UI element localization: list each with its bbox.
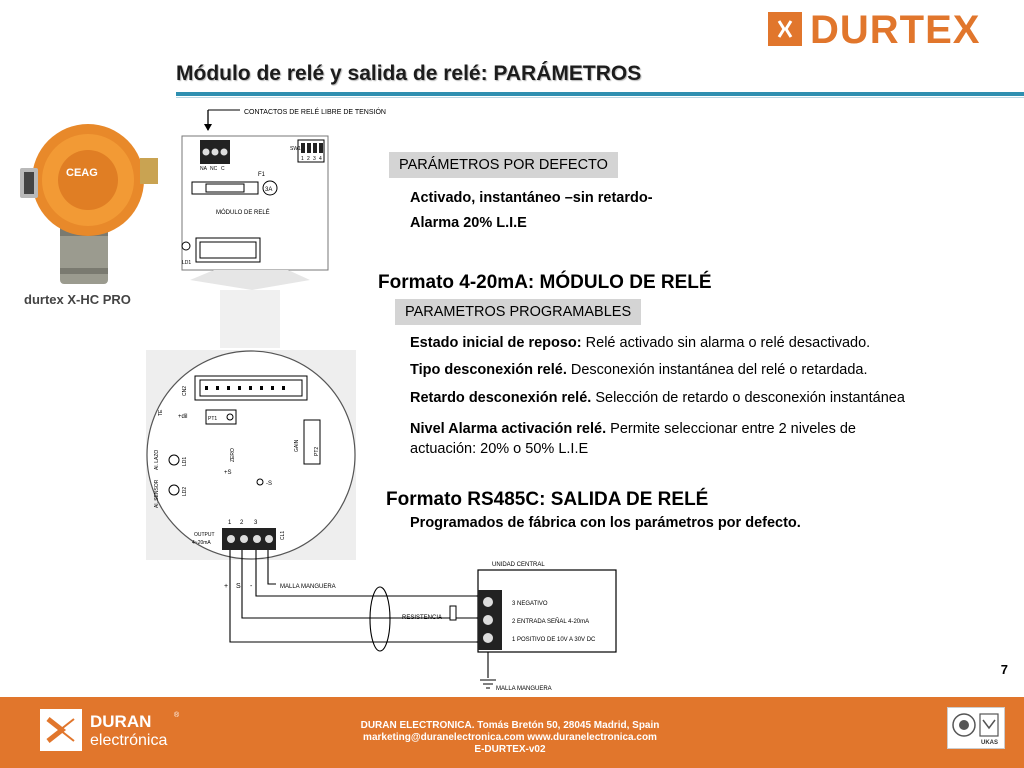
term-num: 2 [240,520,244,526]
svg-text:®: ® [174,712,180,719]
section-4-20-heading: Formato 4-20mA: MÓDULO DE RELÉ [378,272,712,293]
default-param-line: Alarma 20% L.I.E [410,215,527,231]
module-label: MÓDULO DE RELÉ [216,210,270,216]
durtex-logo-icon [768,12,802,46]
param-text: Relé activado sin alarma o relé desactivado. [581,335,871,351]
param-label: Nivel Alarma activación relé. [410,421,607,437]
param-text: Permite seleccionar entre 2 niveles de [606,421,856,437]
terminal-nc: NC [210,166,218,172]
certification-badge [947,707,1005,749]
unit-line-senal: 2 ENTRADA SEÑAL 4-20mA [512,619,590,625]
param-item [410,335,870,351]
fuse-value: 3A [265,187,273,193]
term-num: 1 [228,520,232,526]
title-rule [176,92,1024,96]
cn2-label: CN2 [182,385,188,396]
zero-label: ZERO [230,448,236,462]
resistencia-label: RESISTENCIA [402,615,443,621]
fuse-label: F1 [258,172,266,178]
ld2-label: LD2 [182,486,188,496]
programmable-params-header: PARAMETROS PROGRAMABLES [395,299,641,325]
page-title: Módulo de relé y salida de relé: PARÁMETROS [176,62,642,85]
ld1-caption: Al. LAZO [154,449,160,470]
param-text: Selección de retardo o desconexión instantánea [591,390,905,406]
default-params-header: PARÁMETROS POR DEFECTO [389,152,618,178]
minus-s-label: -S [266,481,272,487]
wire-s: S [236,583,241,590]
param-item [410,390,905,406]
param-label: Retardo desconexión relé. [410,390,592,406]
terminal-c: C [221,166,225,172]
duran-brand-bottom: electrónica [90,732,168,749]
ld2-caption: Al. SENSOR [154,479,160,508]
default-param-line: Activado, instantáneo –sin retardo- [410,190,653,206]
dil-label: +dil [178,414,188,420]
malla-label-bottom: MALLA MANGUERA [496,686,552,692]
param-text: Desconexión instantánea del relé o retardada. [566,362,868,378]
cert-label: UKAS [981,740,999,746]
gain-label: GAIN [294,439,300,452]
sw-num: 1 [301,156,304,162]
te-label: TE [158,409,164,416]
sw-num: 4 [319,156,322,162]
title-rule-light [176,97,1024,98]
pt1-label: PT1 [208,416,218,422]
output-label: OUTPUT [194,532,215,538]
unit-line-positivo: 1 POSITIVO DE 10V A 30V DC [512,637,596,643]
svg-text:CEAG: CEAG [66,167,98,179]
param-label: Tipo desconexión relé. [410,362,567,378]
ld1-label: LD1 [182,456,188,466]
cl1-label: CL1 [280,530,286,540]
section-rs485-heading: Formato RS485C: SALIDA DE RELÉ [386,489,709,510]
param-item [410,362,868,378]
footer-contact: marketing@duranelectronica.com www.duranelectronica.com [363,732,657,743]
unit-line-negativo: 3 NEGATIVO [512,601,548,607]
pt2-label: PT2 [314,446,320,456]
durtex-logo [768,8,1012,52]
terminal-na: NA [200,166,207,172]
malla-label-top: MALLA MANGUERA [280,584,336,590]
footer-code: E-DURTEX-v02 [474,744,546,755]
contacts-label: CONTACTOS DE RELÉ LIBRE DE TENSIÓN [244,109,386,116]
footer-address [330,720,690,756]
svg-text:CONTACTOS DE RELÉ LIBRE DE TEN [244,107,386,116]
plus-s-label: +S [224,470,232,476]
sw-num: 3 [313,156,316,162]
footer-company: DURAN ELECTRONICA. Tomás Bretón 50, 28045 Madrid, Spain [360,720,660,731]
duran-logo [38,707,188,755]
page-number: 7 [1000,662,1008,677]
duran-brand-top: DURAN [90,712,152,731]
product-caption: durtex X-HC PRO [24,292,131,307]
rs485-description: Programados de fábrica con los parámetros por defecto. [410,515,801,531]
durtex-logo-text: DURTEX [810,8,981,52]
wire-minus: - [250,583,253,590]
ld-label: LD1 [182,260,192,266]
sw-num: 2 [307,156,310,162]
param-text-continued: actuación: 20% o 50% L.I.E [410,441,589,457]
output-range: 4~20mA [192,540,211,546]
unidad-label: UNIDAD CENTRAL [492,562,545,568]
sw-label: SW1 [290,146,301,152]
param-item [410,419,856,459]
term-num: 3 [254,520,258,526]
wire-plus: + [224,583,229,590]
param-label: Estado inicial de reposo: [410,335,582,351]
